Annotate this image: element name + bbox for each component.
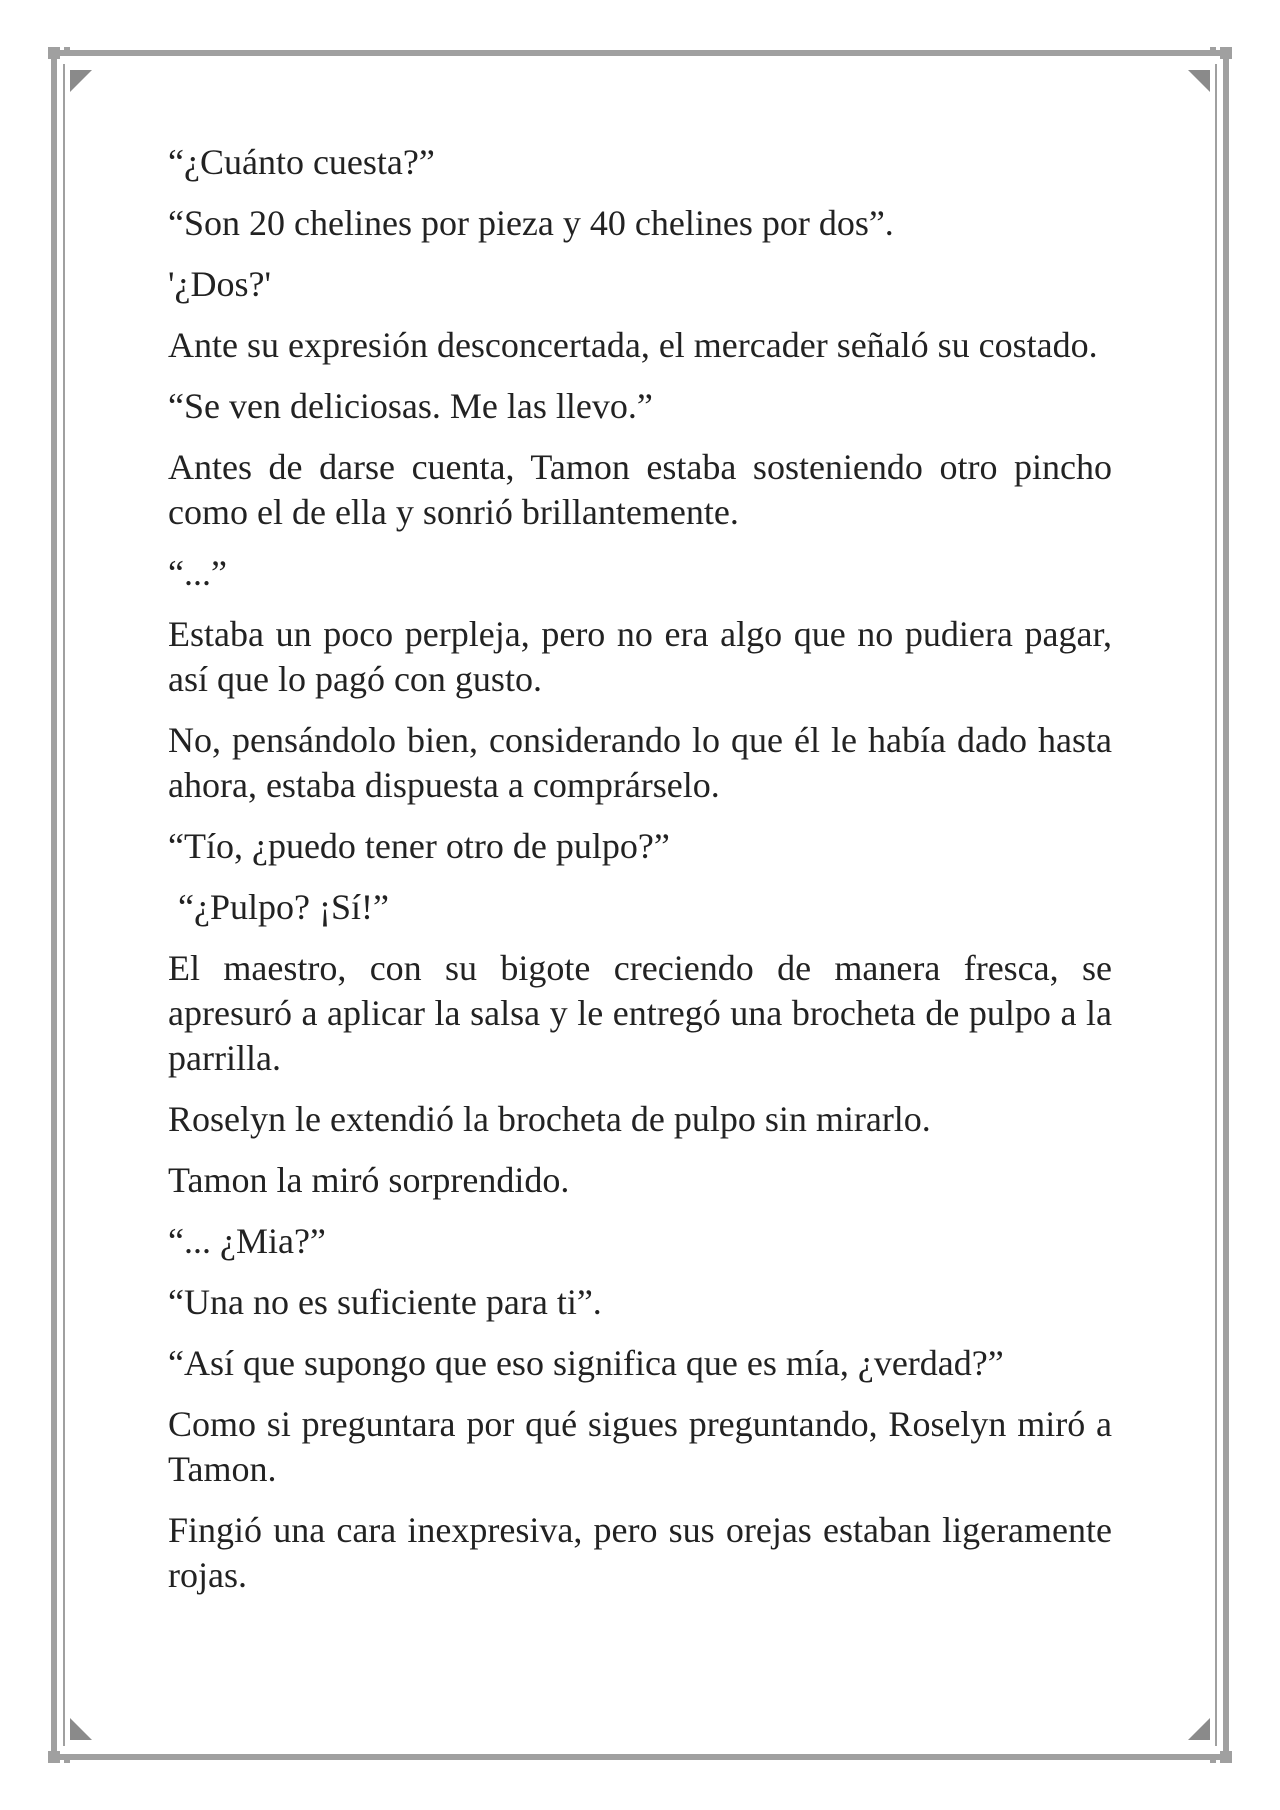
paragraph: “... ¿Mia?” bbox=[168, 1221, 326, 1261]
paragraph: Estaba un poco perpleja, pero no era algo que no pudiera pagar, así que lo pagó con gusto. bbox=[168, 614, 1112, 699]
paragraph: “Así que supongo que eso significa que es mía, ¿verdad?” bbox=[168, 1343, 1004, 1383]
paragraph: Fingió una cara inexpresiva, pero sus orejas estaban ligeramente rojas. bbox=[168, 1510, 1112, 1595]
paragraph: “¿Pulpo? ¡Sí!” bbox=[178, 887, 389, 927]
paragraph: “Son 20 chelines por pieza y 40 chelines por dos”. bbox=[168, 203, 894, 243]
page-text bbox=[168, 140, 1112, 1614]
paragraph: No, pensándolo bien, considerando lo que él le había dado hasta ahora, estaba dispuesta a comprárselo. bbox=[168, 720, 1112, 805]
paragraph: “Se ven deliciosas. Me las llevo.” bbox=[168, 386, 653, 426]
paragraph: Antes de darse cuenta, Tamon estaba sosteniendo otro pincho como el de ella y sonrió brillantemente. bbox=[168, 447, 1112, 532]
paragraph: El maestro, con su bigote creciendo de manera fresca, se apresuró a aplicar la salsa y le entregó una brocheta de pulpo a la parrilla. bbox=[168, 948, 1112, 1078]
paragraph: “Tío, ¿puedo tener otro de pulpo?” bbox=[168, 826, 670, 866]
paragraph: “...” bbox=[168, 553, 227, 593]
paragraph: Como si preguntara por qué sigues preguntando, Roselyn miró a Tamon. bbox=[168, 1404, 1112, 1489]
paragraph: '¿Dos?' bbox=[168, 264, 271, 304]
paragraph: Ante su expresión desconcertada, el mercader señaló su costado. bbox=[168, 325, 1098, 365]
paragraph: “¿Cuánto cuesta?” bbox=[168, 142, 435, 182]
paragraph: Tamon la miró sorprendido. bbox=[168, 1160, 570, 1200]
paragraph: “Una no es suficiente para ti”. bbox=[168, 1282, 602, 1322]
paragraph: Roselyn le extendió la brocheta de pulpo sin mirarlo. bbox=[168, 1099, 931, 1139]
